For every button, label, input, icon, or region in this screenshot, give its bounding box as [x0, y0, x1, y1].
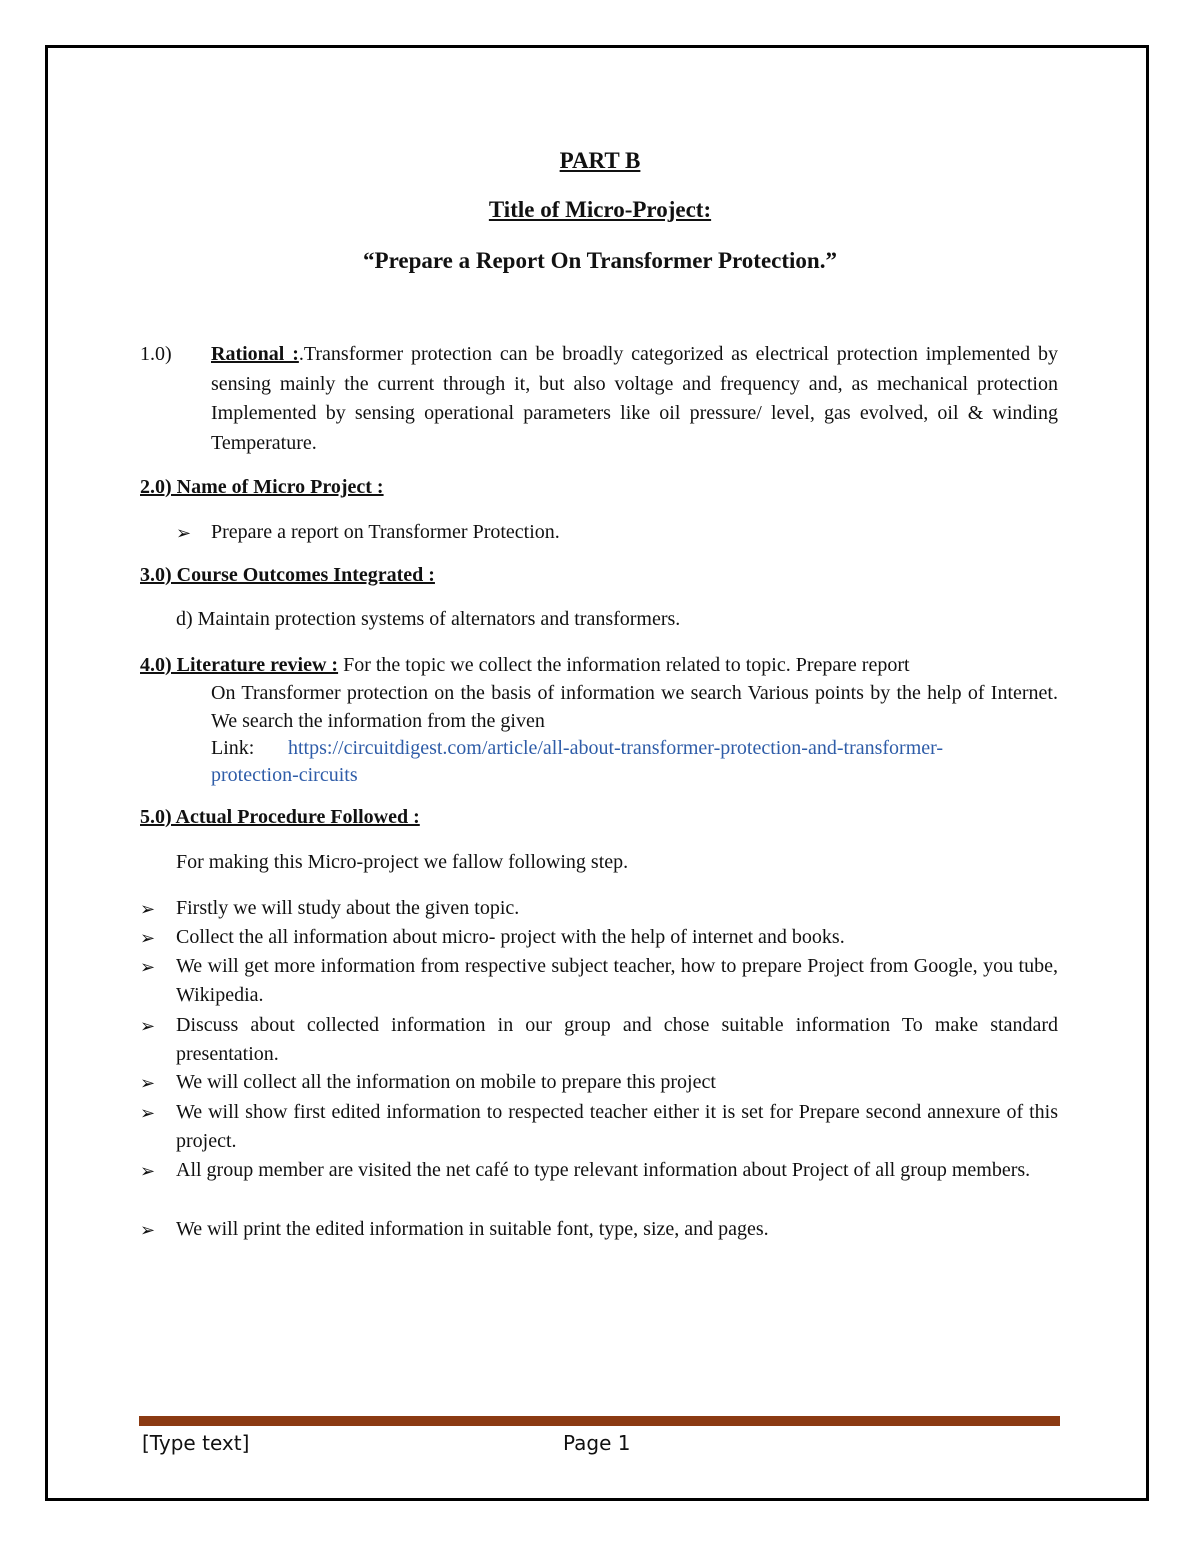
procedure-step: Discuss about collected information in our group and chose suitable information To make standard presentation. — [176, 1014, 1058, 1066]
arrow-bullet-icon: ➢ — [140, 899, 156, 919]
procedure-step: We will print the edited information in suitable font, type, size, and pages. — [176, 1218, 769, 1240]
arrow-bullet-icon: ➢ — [140, 1016, 156, 1036]
footer-left-text: [Type text] — [142, 1431, 250, 1455]
arrow-bullet-icon: ➢ — [140, 928, 156, 948]
arrow-bullet-icon: ➢ — [140, 1073, 156, 1093]
arrow-bullet-icon: ➢ — [140, 1103, 156, 1123]
arrow-bullet-icon: ➢ — [140, 957, 156, 977]
procedure-step: Firstly we will study about the given topic. — [176, 897, 520, 919]
literature-link[interactable]: https://circuitdigest.com/article/all-about-transformer-protection-and-transformer- — [288, 737, 944, 759]
footer-divider — [139, 1416, 1060, 1426]
rational-number: 1.0) — [140, 343, 172, 365]
outcomes-heading: 3.0) Course Outcomes Integrated : — [140, 564, 435, 586]
procedure-intro: For making this Micro-project we fallow following step. — [176, 851, 629, 873]
arrow-bullet-icon: ➢ — [140, 1161, 156, 1181]
arrow-bullet-icon: ➢ — [176, 523, 192, 543]
procedure-step: Collect the all information about micro- project with the help of internet and books. — [176, 926, 845, 948]
name-heading: 2.0) Name of Micro Project : — [140, 476, 384, 498]
procedure-step: All group member are visited the net café to type relevant information about Project of all group members. — [176, 1159, 1031, 1181]
procedure-step: We will show first edited information to respected teacher either it is set for Prepare second annexure of this project. — [176, 1101, 1058, 1153]
rational-paragraph — [211, 340, 1058, 458]
page-number: Page 1 — [563, 1431, 631, 1455]
arrow-bullet-icon: ➢ — [140, 1220, 156, 1240]
outcomes-item: d) Maintain protection systems of alternators and transformers. — [176, 608, 681, 630]
procedure-heading: 5.0) Actual Procedure Followed : — [140, 806, 420, 828]
name-item: Prepare a report on Transformer Protection. — [211, 521, 560, 543]
literature-link-continued[interactable]: protection-circuits — [211, 764, 358, 786]
literature-first-line — [140, 651, 910, 680]
literature-heading: 4.0) Literature review : — [140, 654, 339, 676]
link-label: Link: — [211, 737, 255, 759]
project-title: “Prepare a Report On Transformer Protection.” — [363, 248, 837, 273]
title-label: Title of Micro-Project: — [488, 197, 712, 222]
literature-text: On Transformer protection on the basis of information we search Various points by the help of Internet. We search the information from the given — [211, 682, 1058, 732]
part-heading: PART B — [559, 148, 641, 173]
rational-heading: Rational : — [211, 343, 299, 365]
rational-text: .Transformer protection can be broadly categorized as electrical protection implemented by sensing mainly the current through it, but also voltage and frequency and, as mechanical protection Implemented by sensing operational parameters like oil pressure/ level, gas evolved, oil & winding Temperature. — [211, 343, 1058, 454]
procedure-step: We will get more information from respective subject teacher, how to prepare Project from Google, you tube, Wikipedia. — [176, 955, 1058, 1007]
procedure-step: We will collect all the information on mobile to prepare this project — [176, 1071, 716, 1093]
literature-text-first: For the topic we collect the information related to topic. Prepare report — [343, 654, 910, 676]
